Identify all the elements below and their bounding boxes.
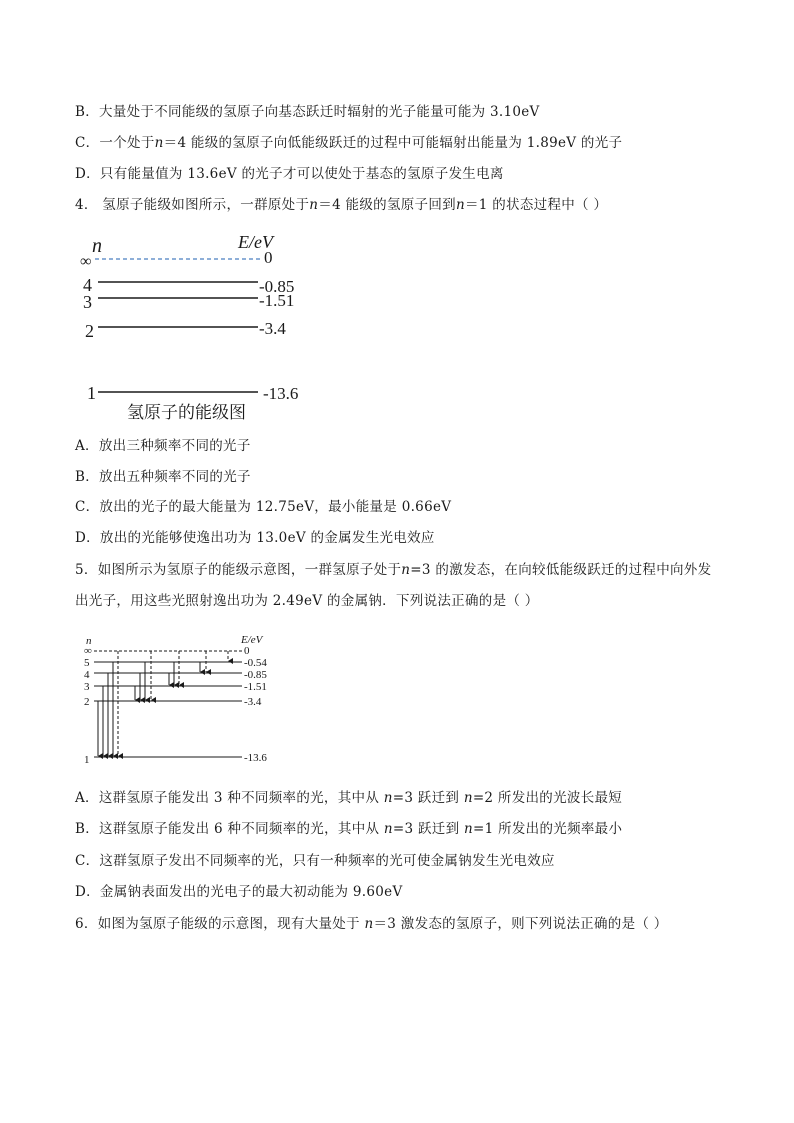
q6-stem-text-1: 6．如图为氢原子能级的示意图，现有大量处于 [75,916,365,932]
q5-option-b-text-3: =1 所发出的光频率最小 [472,821,623,837]
q5-level-1-n: 1 [84,754,90,766]
q5-option-a-text-2: =3 跃迁到 [392,790,464,806]
q4-level-3-e: -1.51 [259,291,295,310]
q5-level-2-e: -3.4 [244,696,262,708]
q5-option-a-text-3: =2 所发出的光波长最短 [472,790,623,806]
q5-option-d: D．金属钠表面发出的光电子的最大初动能为 9.60eV [75,884,403,900]
q5-level-inf-n: ∞ [84,645,92,657]
q4-stem-text-1: 4． 氢原子能级如图所示，一群原处于 [75,197,310,213]
q4-e-axis-label: E/eV [238,232,273,252]
q5-level-1-e: -13.6 [244,752,267,764]
q4-level-1-e: -13.6 [263,384,299,403]
q5-option-b-text-1: B．这群氢原子能发出 6 种不同频率的光，其中从 [75,821,384,837]
option-c-prev-n: n [154,135,164,151]
q4-option-b: B．放出五种频率不同的光子 [75,469,251,485]
q5-stem-n: n [401,562,411,578]
option-c-prev-text-1: C．一个处于 [75,135,155,151]
q5-level-4-n: 4 [84,669,90,681]
q5-option-a-text-1: A．这群氢原子能发出 3 种不同频率的光，其中从 [75,790,384,806]
q4-stem-text-2: ＝4 能级的氢原子回到 [318,197,456,213]
q4-option-a: A．放出三种频率不同的光子 [75,438,251,454]
option-c-prev-text-2: ＝4 能级的氢原子向低能级跃迁的过程中可能辐射出能量为 1.89eV 的光子 [163,135,623,151]
q4-option-d: D．放出的光能够使逸出功为 13.0eV 的金属发生光电效应 [75,530,435,546]
option-d-prev: D．只有能量值为 13.6eV 的光子才可以使处于基态的氢原子发生电离 [75,166,504,182]
q5-level-3-e: -1.51 [244,681,267,693]
q5-stem-text-2: =3 的激发态，在向较低能级跃迁的过程中向外发 [410,562,712,578]
q5-level-5-n: 5 [84,657,90,669]
q4-diagram-caption: 氢原子的能级图 [127,403,246,423]
q4-stem-text-3: ＝1 的状态过程中（ ） [464,197,608,213]
q5-level-2-n: 2 [84,696,90,708]
q6-stem-n: n [364,916,374,932]
q4-stem-n1: n [309,197,319,213]
q4-level-inf-n: ∞ [80,253,92,270]
option-b-prev: B．大量处于不同能级的氢原子向基态跃迁时辐射的光子能量可能为 3.10eV [75,104,540,120]
q5-option-a-n1: n [383,790,393,806]
q4-level-2-n: 2 [85,321,94,341]
q5-level-inf-e: 0 [244,645,250,657]
q4-option-c: C．放出的光子的最大能量为 12.75eV，最小能量是 0.66eV [75,499,452,515]
q5-option-c: C．这群氢原子发出不同频率的光，只有一种频率的光可使金属钠发生光电效应 [75,853,555,869]
q5-level-3-n: 3 [84,681,90,693]
q4-level-inf-e: 0 [264,248,273,267]
q5-e-axis-label: E/eV [241,634,263,646]
q5-option-a [75,789,622,807]
q4-n-axis-label: n [92,235,102,257]
q4-level-2-e: -3.4 [259,319,286,338]
q5-level-5-e: -0.54 [244,657,267,669]
q4-level-1-n: 1 [87,383,96,403]
q5-stem-text-1: 5．如图所示为氢原子的能级示意图，一群氢原子处于 [75,562,402,578]
q5-option-a-n2: n [463,790,473,806]
q5-option-b-text-2: =3 跃迁到 [392,821,464,837]
q5-n-axis-label: n [86,635,92,647]
q5-stem-line-2: 出光子，用这些光照射逸出功为 2.49eV 的金属钠．下列说法正确的是（ ） [75,593,539,609]
q5-level-4-e: -0.85 [244,669,267,681]
q4-level-3-n: 3 [83,292,92,312]
q6-stem [75,915,668,933]
q5-option-b-n1: n [383,821,393,837]
q5-option-b [75,820,622,838]
q4-stem-n2: n [455,197,465,213]
q6-stem-text-2: ＝3 激发态的氢原子，则下列说法正确的是（ ） [373,916,668,932]
q4-level-4-n: 4 [83,275,92,295]
q5-option-b-n2: n [463,821,473,837]
q4-level-4-e: -0.85 [259,277,295,296]
